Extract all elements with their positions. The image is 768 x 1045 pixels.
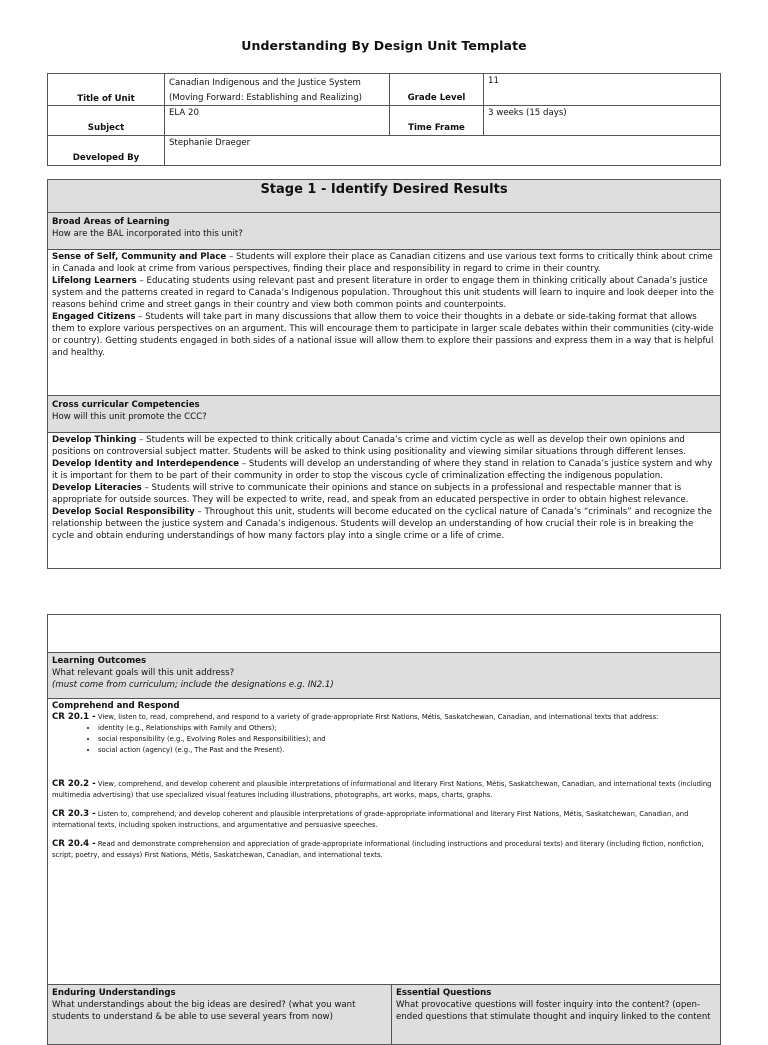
cr-20-1-code: CR 20.1 - — [52, 712, 96, 722]
cr-20-3-text: Listen to, comprehend, and develop coherent and plausible interpretations of grade-appropriate informational and literary First Nations, Métis, Saskatchewan, Canadian, and international texts, including spoken instructions, and argumentative and persuasive speeches. — [52, 810, 689, 829]
developed-by-label: Developed By — [72, 153, 140, 163]
subject-label: Subject — [87, 123, 125, 133]
cr-20-2-text: View, comprehend, and develop coherent and plausible interpretations of informational and literary First Nations, Métis, Saskatchewan, Canadian, and international texts (including multimedia advertising) that use specialized visual features including illustrations, photographs, art works, maps, charts, graphs. — [52, 780, 712, 799]
subject-value: ELA 20 — [169, 108, 199, 118]
cr-20-4-text: Read and demonstrate comprehension and appreciation of grade-appropriate informational (including instructions and procedural texts) and literary (including fiction, nonfiction, script, poetry, and essays) First Nations, Métis, Saskatchewan, Canadian, and international texts. — [52, 840, 704, 859]
ccc-term: Develop Social Responsibility — [52, 507, 195, 517]
bal-question: How are the BAL incorporated into this unit? — [52, 229, 243, 239]
title-value-cell — [165, 74, 390, 106]
cr-20-1 — [52, 712, 716, 723]
title-line-2: (Moving Forward: Establishing and Realizing) — [169, 93, 363, 103]
time-frame-label-cell — [390, 106, 484, 136]
title-label-cell — [48, 74, 165, 106]
cr-20-4 — [52, 839, 716, 861]
outcomes-heading: Learning Outcomes — [52, 656, 147, 666]
cr-20-3 — [52, 809, 716, 831]
cr-20-2-code: CR 20.2 - — [52, 779, 96, 789]
ccc-term: Develop Thinking — [52, 435, 137, 445]
ccc-term: Develop Literacies — [52, 483, 142, 493]
ccc-text: – Throughout this unit, students will become educated on the cyclical nature of Canada’s “criminals” and recognize the relationship between the justice system and Canada’s indigenous. Students will develop an understanding of how crucial their role is in breaking the cycle and obtain enduring understandings of how many factors play into a single crime or a life of crime. — [52, 507, 712, 541]
grade-label-cell — [390, 74, 484, 106]
subject-value-cell — [165, 106, 390, 136]
essential-questions-cell — [392, 985, 721, 1045]
ccc-text: – Students will be expected to think critically about Canada’s crime and victim cycle as well as develop their own opinions and positions on controversial subject matter. Students will be asked to think using positionality and viewing similar situations through different lenses. — [52, 435, 686, 457]
ccc-question: How will this unit promote the CCC? — [52, 412, 207, 422]
outcomes-header-cell — [48, 653, 721, 699]
ccc-item — [52, 482, 716, 506]
time-frame-label: Time Frame — [408, 123, 465, 133]
cr-20-4-code: CR 20.4 - — [52, 839, 96, 849]
page-title: Understanding By Design Unit Template — [241, 38, 527, 53]
grade-level-label: Grade Level — [407, 93, 466, 103]
ccc-header-cell — [48, 396, 721, 433]
outcomes-blank-header — [48, 615, 721, 653]
bal-text: – Students will explore their place as Canadian citizens and use various text forms to critically think about crime in Canada and look at crime from various perspectives, finding their place and responsibility in regard to crime in their country. — [52, 252, 713, 274]
cr-20-2 — [52, 779, 716, 801]
stage1-heading: Stage 1 - Identify Desired Results — [48, 180, 721, 213]
essential-questions-text: What provocative questions will foster inquiry into the content? (open-ended questions that stimulate thought and inquiry linked to the content — [396, 1000, 711, 1022]
ccc-item — [52, 458, 716, 482]
developed-by-value-cell — [165, 136, 721, 166]
bal-item — [52, 275, 716, 311]
bal-term: Lifelong Learners — [52, 276, 137, 286]
ccc-item — [52, 506, 716, 542]
bal-heading: Broad Areas of Learning — [52, 217, 170, 227]
outcomes-content-cell — [48, 699, 721, 985]
list-item: • social action (agency) (e.g., The Past and the Present). — [98, 745, 716, 756]
ccc-text: – Students will strive to communicate their opinions and stance on subjects in a professional and respectable manner that is appropriate for outside sources. They will be expected to write, read, and speak from an educated perspective in order to obtain highest relevance. — [52, 483, 689, 505]
outcomes-table — [47, 614, 721, 1045]
essential-questions-heading: Essential Questions — [396, 988, 492, 998]
outcomes-question: What relevant goals will this unit address? — [52, 668, 235, 678]
bal-header-cell — [48, 213, 721, 250]
cr-20-3-code: CR 20.3 - — [52, 809, 96, 819]
bal-term: Engaged Citizens — [52, 312, 136, 322]
title-line-1: Canadian Indigenous and the Justice System — [169, 78, 361, 88]
cr-20-1-text: View, listen to, read, comprehend, and respond to a variety of grade-appropriate First Nations, Métis, Saskatchewan, Canadian, and international texts that address: — [95, 713, 659, 721]
enduring-understandings-text: What understandings about the big ideas are desired? (what you want students to understand & be able to use several years from now) — [52, 1000, 356, 1022]
bal-text: – Educating students using relevant past and present literature in order to engage them in thinking critically about Canada’s justice system and the patterns created in regard to Canada’s Indigenous population. Throughout this unit students will learn to inquire and look deeper into the reasons behind crime and street gangs in their country and view both common points and counterpoints. — [52, 276, 714, 310]
ccc-content-cell — [48, 433, 721, 569]
comprehend-respond-heading: Comprehend and Respond — [52, 701, 180, 711]
enduring-understandings-heading: Enduring Understandings — [52, 988, 176, 998]
ccc-term: Develop Identity and Interdependence — [52, 459, 240, 469]
ccc-heading: Cross curricular Competencies — [52, 400, 200, 410]
cr-20-1-bullets — [52, 723, 716, 756]
unit-info-table — [47, 73, 721, 166]
grade-level-value: 11 — [488, 76, 499, 86]
time-frame-value: 3 weeks (15 days) — [488, 108, 567, 118]
enduring-understandings-cell — [48, 985, 392, 1045]
outcomes-note: (must come from curriculum; include the designations e.g. IN2.1) — [52, 680, 334, 690]
developed-by-value: Stephanie Draeger — [169, 138, 251, 148]
time-frame-value-cell — [484, 106, 721, 136]
subject-label-cell — [48, 106, 165, 136]
grade-value-cell — [484, 74, 721, 106]
bal-text: – Students will take part in many discussions that allow them to voice their thoughts in a debate or side-taking format that allows them to explore various perspectives on an argument. This will encourage them to participate in larger scale debates within their communities (city-wide or country). Getting students engaged in both sides of a national issue will allow them to explore their passions and express them in a way that is helpful and healthy. — [52, 312, 714, 358]
ccc-text: – Students will develop an understanding of where they stand in relation to Canada’s justice system and why it is important for them to be part of their community in order to stop the viscous cycle of criminalization effecting the indigenous population. — [52, 459, 713, 481]
list-item: • identity (e.g., Relationships with Family and Others); — [98, 723, 716, 734]
developed-by-label-cell — [48, 136, 165, 166]
ccc-item — [52, 434, 716, 458]
stage1-table — [47, 179, 721, 569]
bal-term: Sense of Self, Community and Place — [52, 252, 227, 262]
bal-item — [52, 311, 716, 359]
title-of-unit-label: Title of Unit — [77, 94, 135, 104]
bal-item — [52, 251, 716, 275]
list-item: • social responsibility (e.g., Evolving Roles and Responsibilities); and — [98, 734, 716, 745]
bal-content-cell — [48, 250, 721, 396]
